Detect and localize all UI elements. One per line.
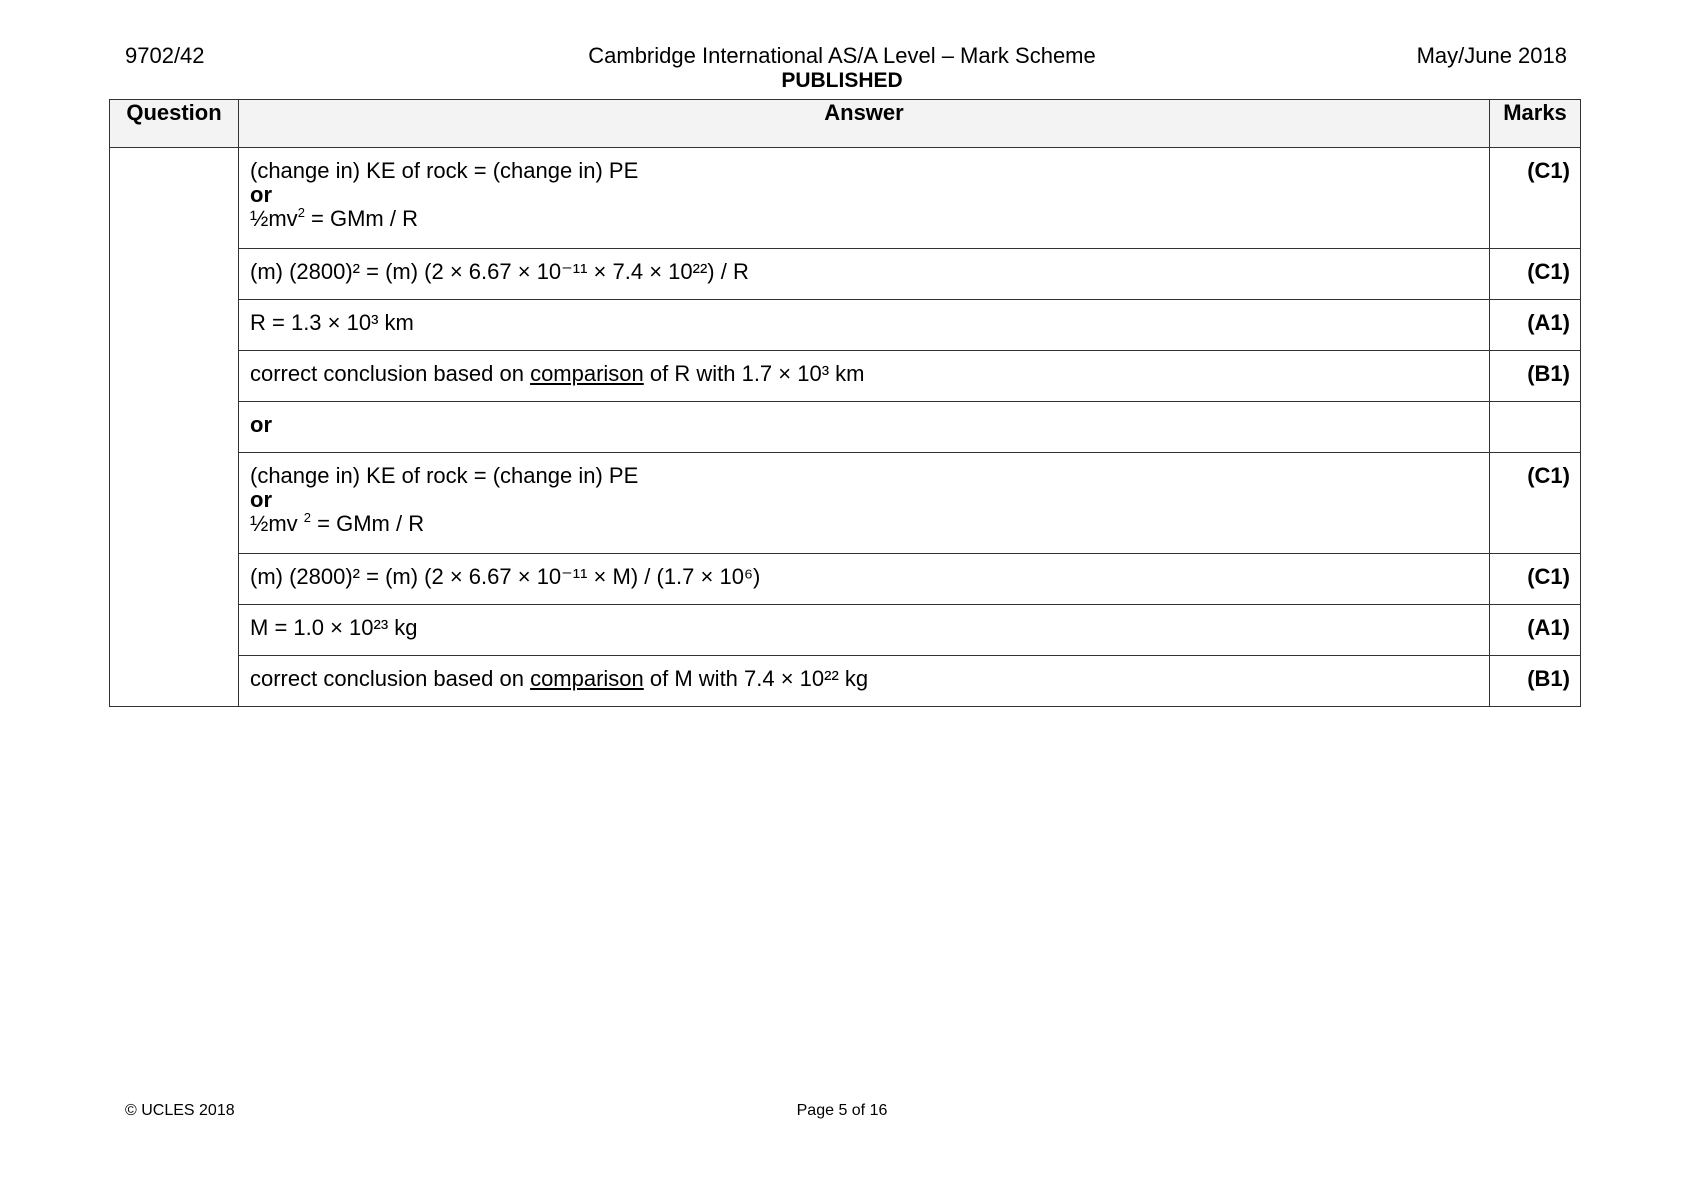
or-label: or <box>250 182 272 207</box>
mark-cell: (C1) <box>1490 554 1581 605</box>
answer-line: (change in) KE of rock = (change in) PE <box>250 158 639 183</box>
column-header-answer: Answer <box>239 100 1490 148</box>
equation-line <box>250 509 1479 536</box>
conclusion-text: correct conclusion based on <box>250 361 531 386</box>
equation-rhs: = GMm / R <box>304 206 418 231</box>
equation-lhs: ½mv <box>250 206 298 231</box>
or-divider-cell: or <box>239 402 1490 453</box>
table-row <box>110 402 1581 453</box>
answer-cell <box>239 656 1490 707</box>
table-row <box>110 453 1581 554</box>
table-row <box>110 249 1581 300</box>
equation-lhs: ½mv <box>250 511 304 536</box>
mark-cell <box>1490 402 1581 453</box>
mark-cell: (C1) <box>1490 148 1581 249</box>
page-number: Page 5 of 16 <box>796 1102 888 1119</box>
column-header-marks: Marks <box>1490 100 1581 148</box>
answer-cell: M = 1.0 × 10²³ kg <box>239 605 1490 656</box>
table-header-row <box>110 100 1581 148</box>
table-row <box>110 300 1581 351</box>
question-cell <box>110 148 239 707</box>
mark-cell: (C1) <box>1490 249 1581 300</box>
mark-scheme-table <box>109 99 1581 707</box>
mark-cell: (B1) <box>1490 351 1581 402</box>
equation-exponent: 2 <box>297 204 305 220</box>
table-row <box>110 605 1581 656</box>
mark-cell: (C1) <box>1490 453 1581 554</box>
answer-cell: (m) (2800)² = (m) (2 × 6.67 × 10⁻¹¹ × 7.4 × 10²²) / R <box>239 249 1490 300</box>
answer-cell: (m) (2800)² = (m) (2 × 6.67 × 10⁻¹¹ × M) / (1.7 × 10⁶) <box>239 554 1490 605</box>
table-row <box>110 148 1581 249</box>
conclusion-text: correct conclusion based on <box>250 666 531 691</box>
equation-exponent: 2 <box>303 509 312 525</box>
column-header-question: Question <box>110 100 239 148</box>
copyright-notice: © UCLES 2018 <box>125 1102 235 1119</box>
paper-code: 9702/42 <box>125 43 205 68</box>
conclusion-text-tail: of M with 7.4 × 10²² kg <box>643 666 869 691</box>
comparison-underlined: comparison <box>530 361 644 386</box>
conclusion-text-tail: of R with 1.7 × 10³ km <box>643 361 865 386</box>
mark-cell: (A1) <box>1490 300 1581 351</box>
answer-cell <box>239 148 1490 249</box>
table-row <box>110 554 1581 605</box>
equation-line <box>250 204 1479 231</box>
document-title: Cambridge International AS/A Level – Mark Scheme <box>588 43 1096 68</box>
comparison-underlined: comparison <box>530 666 644 691</box>
table-row <box>110 656 1581 707</box>
answer-cell <box>239 453 1490 554</box>
mark-cell: (B1) <box>1490 656 1581 707</box>
exam-session: May/June 2018 <box>1416 43 1567 68</box>
answer-cell: R = 1.3 × 10³ km <box>239 300 1490 351</box>
table-row <box>110 351 1581 402</box>
or-label: or <box>250 487 272 512</box>
mark-cell: (A1) <box>1490 605 1581 656</box>
published-label: PUBLISHED <box>781 69 903 92</box>
equation-rhs: = GMm / R <box>311 511 425 536</box>
answer-line: (change in) KE of rock = (change in) PE <box>250 463 639 488</box>
answer-cell <box>239 351 1490 402</box>
